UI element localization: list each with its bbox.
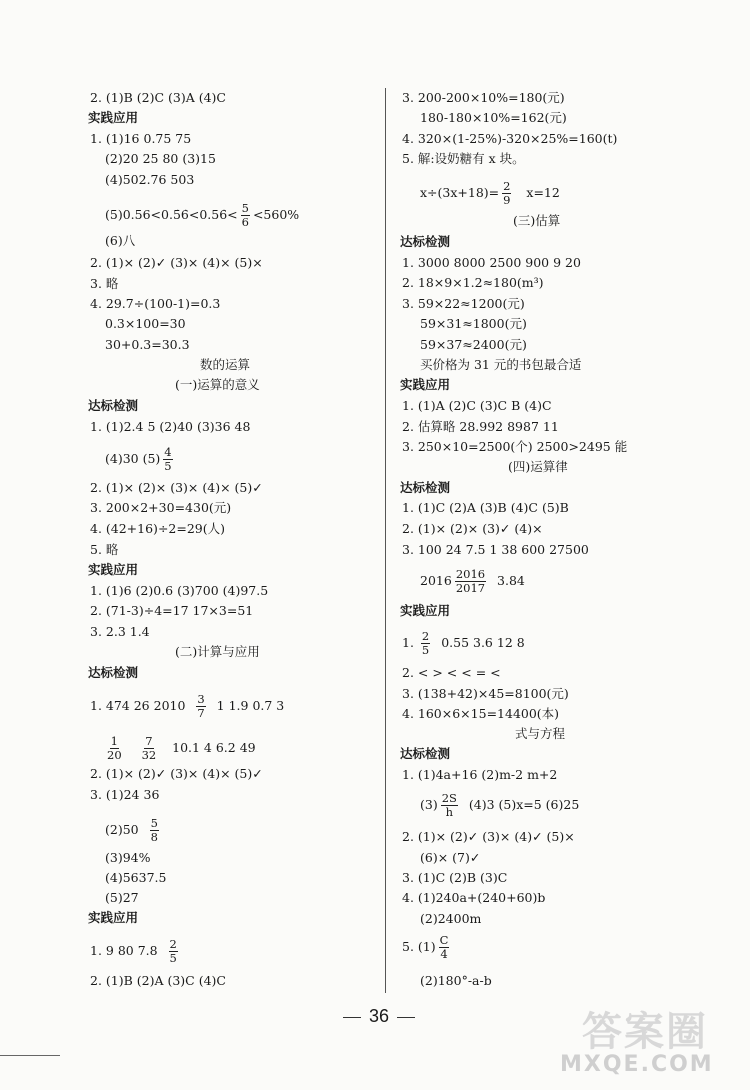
section-heading: 实践应用 [400, 603, 451, 618]
subsection-title: (一)运算的意义 [175, 377, 260, 392]
fraction: $\frac{5}{8}$ [150, 816, 158, 844]
chapter-title: 数的运算 [200, 357, 251, 372]
answer-line: (2)180°-a-b [420, 973, 492, 988]
answer-line: (6)× (7)✓ [420, 850, 481, 865]
answer-line: 59×37≈2400(元) [420, 337, 527, 352]
section-heading: 达标检测 [400, 480, 451, 495]
fraction: $\frac{2}{9}$ [503, 179, 511, 207]
answer-line: 180-180×10%=162(元) [420, 110, 567, 125]
answer-line: 2. (1)× (2)× (3)✓ (4)× [402, 521, 543, 536]
answer-line: 2. (1)× (2)× (3)× (4)× (5)✓ [90, 480, 263, 495]
answer-line: 1. (1)4a+16 (2)m-2 m+2 [402, 767, 558, 782]
answer-line: 0.3×100=30 [105, 316, 186, 331]
fraction: $\frac{2}{5}$ [169, 937, 177, 965]
answer-line: 3. 略 [90, 276, 119, 291]
answer-line: (2)50 $\frac{5}{8}$ [105, 816, 158, 844]
answer-line: 3. 59×22≈1200(元) [402, 296, 525, 311]
answer-line: 4. 320×(1-25%)-320×25%=160(t) [402, 131, 618, 146]
answer-line: 30+0.3=30.3 [105, 337, 190, 352]
subsection-title: 式与方程 [515, 726, 566, 741]
answer-line: 2. < > < < = < [402, 665, 501, 680]
fraction: $\frac{2}{5}$ [421, 629, 430, 657]
answer-line: 59×31≈1800(元) [420, 316, 527, 331]
answer-line: 2. (1)× (2)✓ (3)× (4)✓ (5)× [402, 829, 575, 844]
answer-line: (2)20 25 80 (3)15 [105, 151, 216, 166]
answer-line: 1. $\frac{2}{5}$ 0.55 3.6 12 8 [402, 629, 525, 657]
answer-line: 2. 18×9×1.2≈180(m³) [402, 275, 544, 290]
answer-line: 1. (1)A (2)C (3)C B (4)C [402, 398, 552, 413]
footer-rule [0, 1055, 60, 1056]
answer-line: 4. 29.7÷(100-1)=0.3 [90, 296, 221, 311]
section-heading: 实践应用 [400, 377, 451, 392]
answer-line: 2. 估算略 28.992 8987 11 [402, 419, 559, 434]
answer-line: (3)94% [105, 850, 151, 865]
answer-line: 4. 160×6×15=14400(本) [402, 706, 560, 721]
section-heading: 达标检测 [88, 398, 139, 413]
section-heading: 达标检测 [400, 746, 451, 761]
answer-line: 买价格为 31 元的书包最合适 [420, 357, 582, 372]
subsection-title: (三)估算 [513, 213, 561, 228]
answer-line: 1. (1)6 (2)0.6 (3)700 (4)97.5 [90, 583, 269, 598]
section-heading: 达标检测 [400, 234, 451, 249]
watermark-logo: 答案圈 [582, 1009, 708, 1055]
answer-line: 2. (1)× (2)✓ (3)× (4)× (5)× [90, 255, 263, 270]
answer-line: 2. (1)B (2)A (3)C (4)C [90, 973, 226, 988]
answer-line: 2016 $\frac{2016}{2017}$ 3.84 [420, 567, 525, 595]
column-divider [385, 88, 386, 993]
answer-line: 3. (1)C (2)B (3)C [402, 870, 508, 885]
answer-line: 3. 100 24 7.5 1 38 600 27500 [402, 542, 589, 557]
section-heading: 实践应用 [88, 910, 139, 925]
answer-line: 3. 200×2+30=430(元) [90, 500, 232, 515]
answer-line: (3) $\frac{2S}{h}$ (4)3 (5)x=5 (6)25 [420, 791, 580, 819]
fraction: $\frac{7}{32}$ [141, 734, 157, 762]
section-heading: 达标检测 [88, 665, 139, 680]
answer-line: 3. 2.3 1.4 [90, 624, 150, 639]
answer-line: (5)0.56<0.5̇6̇<0.56̇< $\frac{5}{6}$ <560% [105, 201, 300, 229]
answer-line: 1. 474 26 2010 $\frac{3}{7}$ 1 1.9 0.7 3 [90, 692, 285, 720]
answer-line: 5. 略 [90, 542, 119, 557]
answer-line: 4. (1)240a+(240+60)b [402, 890, 546, 905]
answer-line: 5. 解:设奶糖有 x 块。 [402, 151, 525, 166]
answer-line: $\frac{1}{20}$ $\frac{7}{32}$ 10.1 4 6.2 49 [107, 734, 256, 762]
answer-line: 1. (1)2.4 5 (2)40 (3)36 48 [90, 419, 251, 434]
answer-line: 1. (1)C (2)A (3)B (4)C (5)B [402, 500, 569, 515]
section-heading: 实践应用 [88, 562, 139, 577]
watermark-url: MXQE.COM [560, 1052, 714, 1077]
answer-line: 4. (42+16)÷2=29(人) [90, 521, 225, 536]
answer-line: 2. (71-3)÷4=17 17×3=51 [90, 603, 254, 618]
answer-line: 2. (1)× (2)✓ (3)× (4)× (5)✓ [90, 766, 263, 781]
answer-line: (4)5637.5 [105, 870, 167, 885]
answer-line: (4)502.76 503 [105, 172, 195, 187]
answer-line: (4)30 (5) $\frac{4}{5}$ [105, 445, 172, 473]
page-number: 36 [335, 1006, 423, 1027]
fraction: $\frac{C}{4}$ [439, 933, 449, 961]
fraction: $\frac{1}{20}$ [107, 734, 122, 762]
answer-line: 3. 200-200×10%=180(元) [402, 90, 565, 105]
answer-line: x÷(3x+18)= $\frac{2}{9}$ x=12 [420, 179, 560, 207]
fraction: $\frac{2S}{h}$ [441, 791, 457, 819]
fraction: $\frac{2016}{2017}$ [455, 567, 486, 595]
answer-line: (2)2400m [420, 911, 482, 926]
fraction: $\frac{4}{5}$ [164, 445, 172, 473]
subsection-title: (二)计算与应用 [175, 644, 260, 659]
answer-line: 3. (1)24 36 [90, 787, 160, 802]
answer-line: 3. 250×10=2500(个) 2500>2495 能 [402, 439, 628, 454]
answer-line: 1. 9 80 7.8 $\frac{2}{5}$ [90, 937, 177, 965]
fraction: $\frac{5}{6}$ [241, 201, 249, 229]
answer-line: 3. (138+42)×45=8100(元) [402, 686, 569, 701]
answer-line: 5. (1) $\frac{C}{4}$ [402, 933, 449, 961]
answer-line: 2. (1)B (2)C (3)A (4)C [90, 90, 226, 105]
section-heading: 实践应用 [88, 110, 139, 125]
subsection-title: (四)运算律 [508, 459, 568, 474]
answer-line: 1. (1)16 0.75 75 [90, 131, 192, 146]
answer-line: 1. 3000 8000 2500 900 9 20 [402, 255, 581, 270]
fraction: $\frac{3}{7}$ [197, 692, 205, 720]
answer-line: (5)27 [105, 890, 139, 905]
answer-line: (6)八 [105, 233, 136, 248]
